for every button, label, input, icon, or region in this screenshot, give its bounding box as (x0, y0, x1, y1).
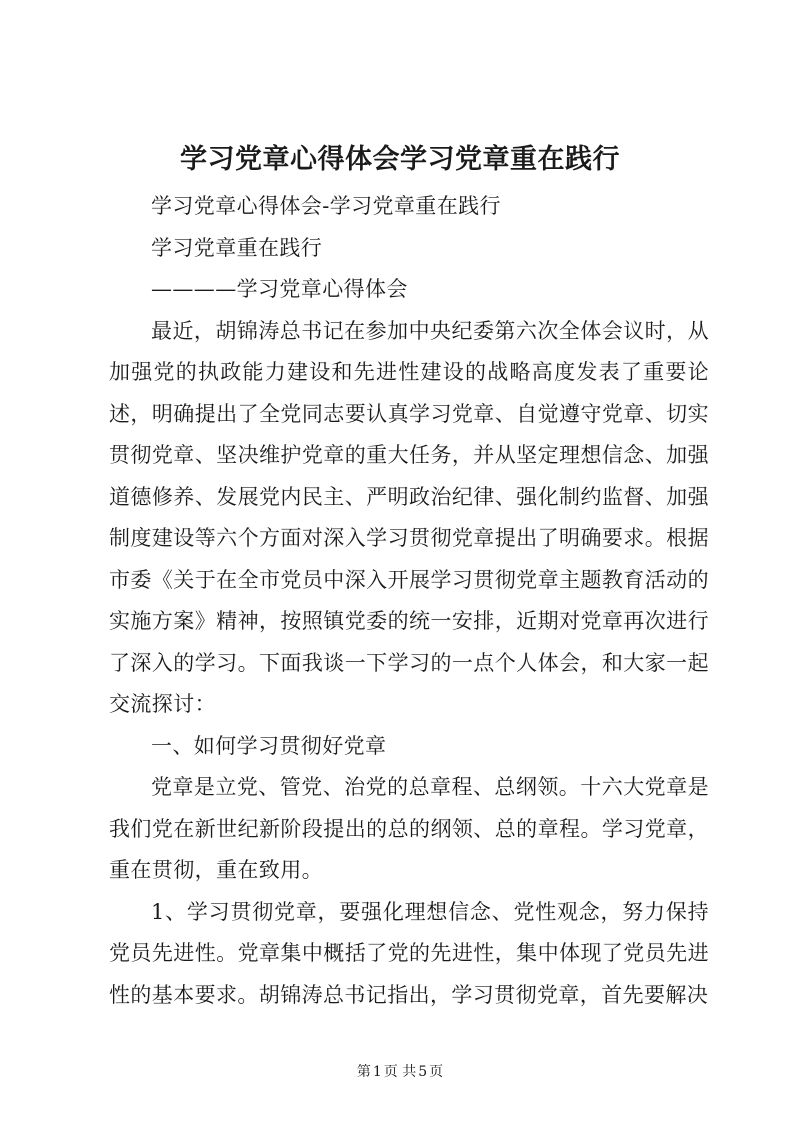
paragraph-byline: ————学习党章心得体会 (151, 277, 408, 301)
page-footer (0, 1062, 800, 1082)
page-total: 5 (418, 1064, 428, 1080)
page-mid: 页 共 (383, 1064, 417, 1080)
page-suffix: 页 (429, 1064, 444, 1080)
paragraph-subtitle: 学习党章心得体会-学习党章重在践行 (151, 194, 501, 218)
paragraph-body: 1、学习贯彻党章，要强化理想信念、党性观念，努力保持党员先进性。党章集中概括了党的先进性，集中体现了党员先进性的基本要求。胡锦涛总书记指出，学习贯彻党章，首先要解决 (109, 899, 709, 1007)
document-title: 学习党章心得体会学习党章重在践行 (180, 144, 620, 175)
section-heading: 一、如何学习贯彻好党章 (151, 733, 387, 758)
page-prefix: 第 (356, 1064, 371, 1080)
paragraph-heading: 学习党章重在践行 (151, 235, 323, 260)
paragraph-intro: 最近，胡锦涛总书记在参加中央纪委第六次全体会议时，从加强党的执政能力建设和先进性建设的战略高度发表了重要论述，明确提出了全党同志要认真学习党章、自觉遵守党章、切实贯彻党章、坚决维护党章的重大任务，并从坚定理想信念、加强道德修养、发展党内民主、严明政治纪律、强化制约监督、加强制度建设等六个方面对深入学习贯彻党章提出了明确要求。根据市委《关于在全市党员中深入开展学习贯彻党章主题教育活动的实施方案》精神，按照镇党委的统一安排，近期对党章再次进行了深入的学习。下面我谈一下学习的一点个人体会，和大家一起交流探讨： (109, 318, 709, 716)
page-current: 1 (372, 1064, 382, 1080)
paragraph-body: 党章是立党、管党、治党的总章程、总纲领。十六大党章是我们党在新世纪新阶段提出的总的纲领、总的章程。学习党章，重在贯彻，重在致用。 (109, 775, 709, 882)
document-body (109, 186, 709, 1016)
